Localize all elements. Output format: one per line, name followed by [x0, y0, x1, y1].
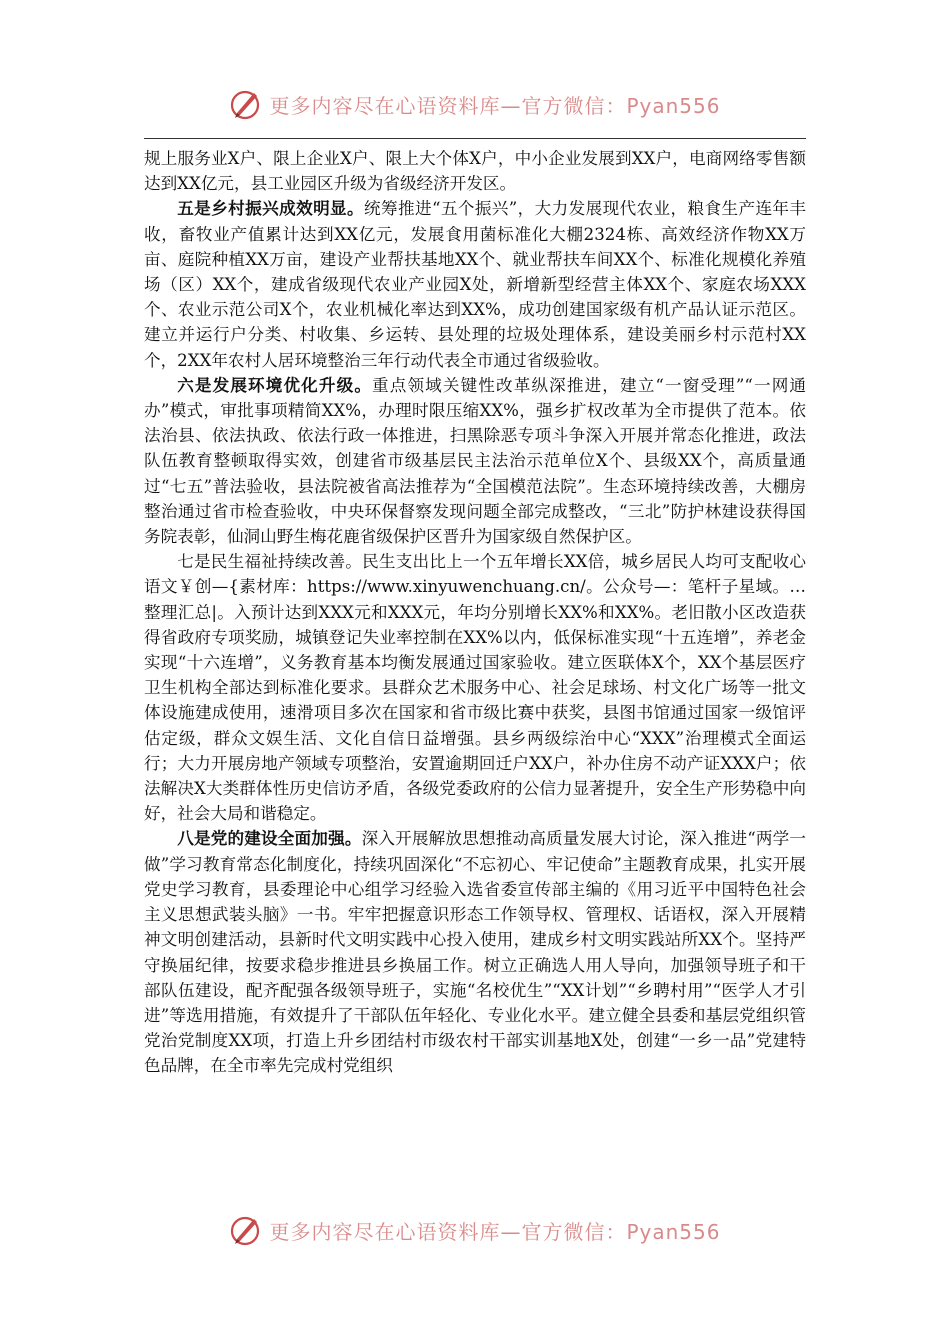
section-heading: 六是发展环境优化升级。	[177, 374, 373, 395]
section-heading: 五是乡村振兴成效明显。	[177, 198, 365, 219]
section-heading: 八是党的建设全面加强。	[177, 828, 362, 849]
header-banner-text: 更多内容尽在心语资料库—官方微信：Pyan556	[269, 93, 721, 118]
paragraph-rural-revitalization	[144, 196, 806, 372]
paragraph-livelihood: 七是民生福祉持续改善。民生支出比上一个五年增长XX倍，城乡居民人均可支配收心语文￥创—{素材库：https://www.xinyuwenchuang.cn/。公众号—：笔杆子星域。…整理汇总|。入预计达到XXX元和XXX元，年均分别增长XX%和XX%。老旧散小区改造获得省政府专项奖励，城镇登记失业率控制在XX%以内，低保标准实现“十五连增”，养老金实现“十六连增”，义务教育基本均衡发展通过国家验收。建立医联体X个，XX个基层医疗卫生机构全部达到标准化要求。县群众艺术服务中心、社会足球场、村文化广场等一批文体设施建成使用，速滑项目多次在国家和省市级比赛中获奖，县图书馆通过国家一级馆评估定级，群众文娱生活、文化自信日益增强。县乡两级综治中心“XXX”治理模式全面运行；大力开展房地产领域专项整治，安置逾期回迁户XX户，补办住房不动产证XXX户；依法解决X大类群体性历史信访矛盾，各级党委政府的公信力显著提升，安全生产形势稳中向好，社会大局和谐稳定。	[144, 552, 806, 824]
paragraph-continuation: 规上服务业X户、限上企业X户、限上大个体X户，中小企业发展到XX户，电商网络零售额达到XX亿元，县工业园区升级为省级经济开发区。	[144, 149, 806, 194]
paragraph-text: 深入开展解放思想推动高质量发展大讨论，深入推进“两学一做”学习教育常态化制度化，持续巩固深化“不忘初心、牢记使命”主题教育成果，扎实开展党史学习教育，县委理论中心组学习经验入选省委宣传部主编的《用习近平中国特色社会主义思想武装头脑》一书。牢牢把握意识形态工作领导权、管理权、话语权，深入开展精神文明创建活动，县新时代文明实践中心投入使用，建成乡村文明实践站所XX个。坚持严守换届纪律，按要求稳步推进县乡换届工作。树立正确选人用人导向，加强领导班子和干部队伍建设，配齐配强各级领导班子，实施“名校优生”“XX计划”“乡聘村用”“医学人才引进”等选用措施，有效提升了干部队伍年轻化、专业化水平。建立健全县委和基层党组织管党治党制度XX项，打造上升乡团结村市级农村干部实训基地X处，创建“一乡一品”党建特色品牌，在全市率先完成村党组织	[144, 829, 806, 1076]
paragraph-party-building	[144, 826, 806, 1078]
paragraph-environment	[144, 373, 806, 549]
paragraph-text: 重点领域关键性改革纵深推进，建立“一窗受理”“一网通办”模式，审批事项精简XX%，办理时限压缩XX%，强乡扩权改革为全市提供了范本。依法治县、依法执政、依法行政一体推进，扫黑除恶专项斗争深入开展并常态化推进，政法队伍教育整顿取得实效，创建省市级基层民主法治示范单位X个、县级XX个，高质量通过“七五”普法验收，县法院被省高法推荐为“全国模范法院”。生态环境持续改善，大棚房整治通过省市检查验收，中央环保督察发现问题全部完成整改，“三北”防护林建设获得国务院表彰，仙洞山野生梅花鹿省级保护区晋升为国家级自然保护区。	[144, 375, 806, 547]
header-divider	[144, 138, 806, 139]
header-banner	[0, 84, 950, 124]
document-body	[144, 146, 806, 1079]
footer-banner-text: 更多内容尽在心语资料库—官方微信：Pyan556	[269, 1219, 721, 1244]
pen-circle-icon	[229, 1213, 263, 1247]
paragraph-text: 统筹推进“五个振兴”，大力发展现代农业，粮食生产连年丰收，畜牧业产值累计达到XX亿元，发展食用菌标准化大棚2324栋、高效经济作物XX万亩、庭院种植XX万亩，建设产业帮扶基地XX个、就业帮扶车间XX个、标准化规模化养殖场（区）XX个，建成省级现代农业产业园X处，新增新型经营主体XX个、家庭农场XXX个、农业示范公司X个，农业机械化率达到XX%，成功创建国家级有机产品认证示范区。建立并运行户分类、村收集、乡运转、县处理的垃圾处理体系，建设美丽乡村示范村XX个，2XX年农村人居环境整治三年行动代表全市通过省级验收。	[144, 199, 807, 370]
footer-banner	[0, 1210, 950, 1250]
pen-circle-icon	[229, 87, 263, 121]
